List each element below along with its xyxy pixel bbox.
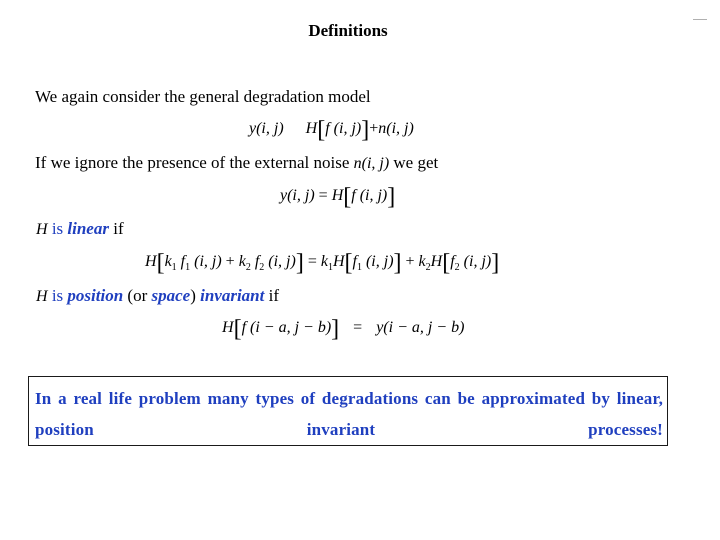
eq3-plus-2: + [405, 253, 415, 270]
corner-mark [693, 19, 707, 20]
invariance-h: H [36, 288, 48, 305]
invariance-equation: H[f (i − a, j − b)] = y(i − a, j − b) [222, 316, 465, 342]
invariance-term-position: position [67, 286, 124, 305]
eq3-args-1: (i, j) [194, 253, 222, 270]
invariance-or: (or [127, 286, 148, 305]
eq4-rhs: y(i − a, j − b) [376, 319, 465, 336]
linear-term: linear [67, 219, 109, 238]
eq3-rhs-k2-sub: 2 [425, 262, 431, 274]
eq1-noise: n(i, j) [378, 120, 414, 137]
eq3-h: H [145, 253, 157, 270]
summary-callout-box [28, 376, 668, 446]
eq3-k2: k [238, 253, 246, 270]
ignore-noise-post: we get [393, 153, 439, 172]
invariance-definition-text [36, 286, 279, 306]
eq2-operator-h: H [331, 187, 344, 204]
eq3-k2-sub: 2 [245, 262, 251, 274]
linearity-equation: $H[k_1$ $f_1$ (i, $j) + k_2$ $f_2$ (i, $j)] = k_1H[f_1$ (i, $j)] + k_2H[f_2$ (i, j)] [145, 250, 500, 276]
eq3-rhs-h2: H [430, 253, 443, 270]
degradation-model-equation: y(i, j) H[f (i, j)]+n(i, j) [249, 117, 414, 143]
eq1-operator-h: H [305, 120, 318, 137]
noiseless-equation: y(i, j) = H[f (i, j)] [280, 184, 396, 210]
ignore-noise-term: n(i, j) [353, 155, 390, 172]
ignore-noise-text [35, 153, 438, 173]
eq2-op: = [318, 187, 328, 204]
eq2-lhs: y(i, j) [280, 187, 315, 204]
eq3-rhs-f2-sub: 2 [454, 262, 460, 274]
eq3-args-4: (i, j) [463, 253, 492, 270]
eq3-f1: f [180, 253, 186, 270]
invariance-close-paren: ) [190, 286, 196, 305]
linear-is: is [51, 219, 64, 238]
linear-if: if [113, 219, 124, 238]
eq3-rhs-f1: f [352, 253, 357, 270]
eq3-f2: f [254, 253, 260, 270]
eq3-equals: = [307, 253, 317, 270]
eq1-plus: + [369, 120, 379, 137]
eq3-k1: k [164, 253, 172, 270]
eq3-plus-1: + [225, 253, 235, 270]
eq4-operator-h: H [222, 319, 234, 336]
linear-h: H [36, 221, 48, 238]
invariance-term-invariant: invariant [200, 286, 265, 305]
ignore-noise-pre: If we ignore the presence of the external noise [35, 153, 350, 172]
invariance-term-space: space [151, 286, 191, 305]
eq3-k1-sub: 1 [171, 262, 177, 274]
eq3-rhs-f1-sub: 1 [356, 262, 362, 274]
eq3-rhs-k1-sub: 1 [327, 262, 333, 274]
page-title: Definitions [308, 21, 388, 40]
eq3-rhs-k1: k [320, 253, 328, 270]
eq3-rhs-h1: H [332, 253, 345, 270]
invariance-if: if [268, 286, 280, 305]
summary-callout-text: In a real life problem many types of degradations can be approximated by linear, position invariant processes! [35, 389, 663, 439]
eq3-rhs-f2: f [450, 253, 455, 270]
invariance-is: is [51, 286, 64, 305]
eq4-arg: f (i − a, j − b) [241, 319, 332, 336]
linear-definition-text [36, 219, 124, 239]
eq3-args-2: (i, j) [268, 253, 296, 270]
eq1-arg: f (i, j) [325, 120, 362, 137]
eq4-op: = [353, 319, 363, 336]
eq3-f2-sub: 2 [259, 262, 265, 274]
intro-text: We again consider the general degradation model [35, 87, 371, 106]
eq1-lhs: y(i, j) [249, 120, 284, 137]
eq3-args-3: (i, j) [365, 253, 394, 270]
eq2-arg: f (i, j) [351, 187, 388, 204]
eq3-rhs-k2: k [418, 253, 426, 270]
eq3-f1-sub: 1 [185, 262, 191, 274]
